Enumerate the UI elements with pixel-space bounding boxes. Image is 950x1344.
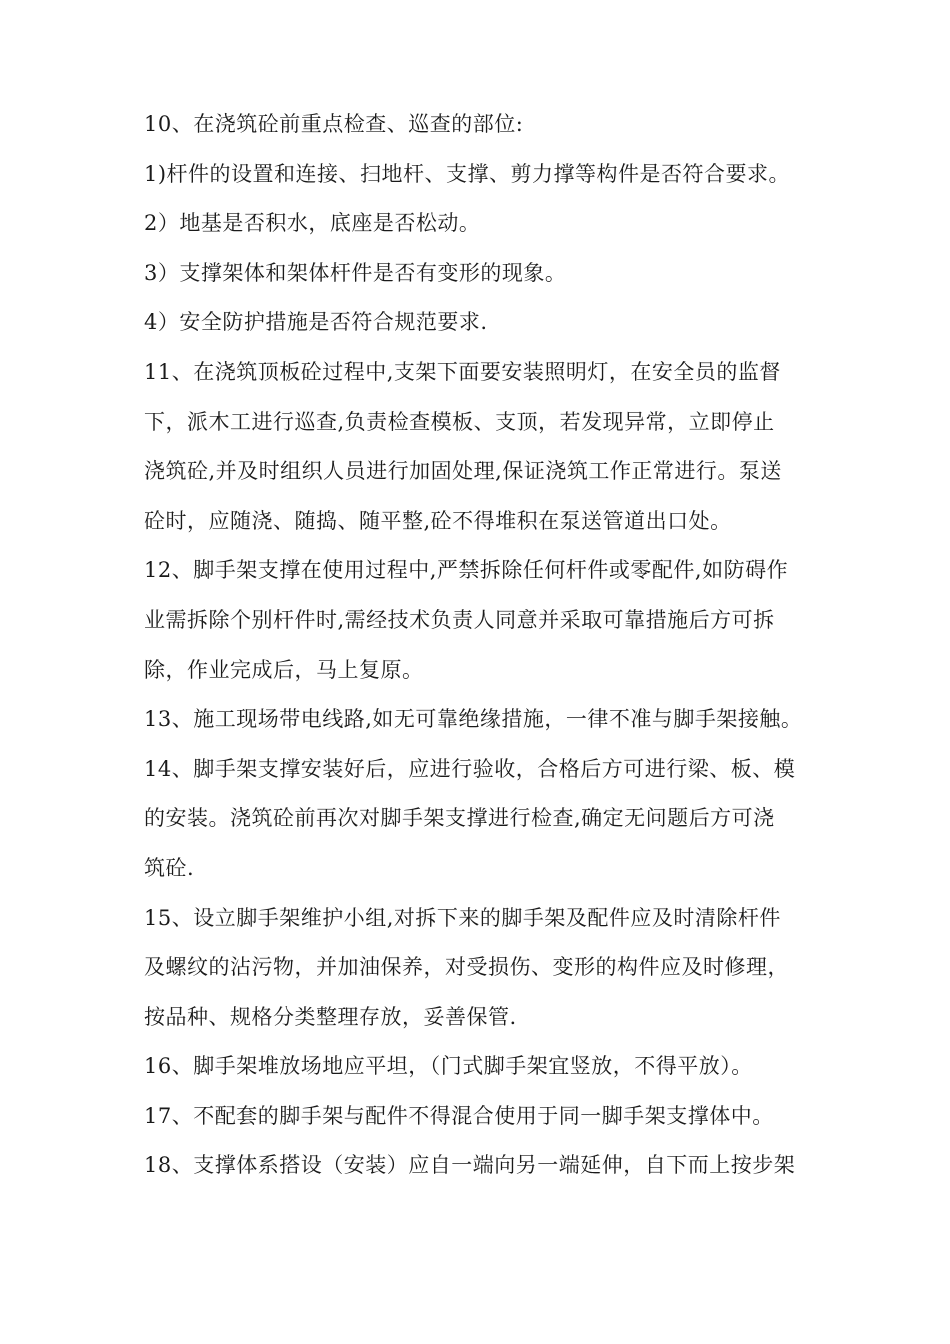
text-line: 筑砼. xyxy=(144,855,195,880)
text-line: 10、在浇筑砼前重点检查、巡查的部位: xyxy=(144,112,524,136)
text-line: 3）支撑架体和架体杆件是否有变形的现象。 xyxy=(144,260,567,285)
text-line: 18、支撑体系搭设（安装）应自一端向另一端延伸，自下而上按步架 xyxy=(144,1153,796,1178)
text-line: 11、在浇筑顶板砼过程中,支架下面要安装照明灯，在安全员的监督 xyxy=(144,359,781,384)
text-line: 砼时，应随浇、随捣、随平整,砼不得堆积在泵送管道出口处。 xyxy=(144,508,732,533)
text-line: 16、脚手架堆放场地应平坦，（门式脚手架宜竖放，不得平放）。 xyxy=(144,1054,753,1079)
text-line: 业需拆除个别杆件时,需经技术负责人同意并采取可靠措施后方可拆 xyxy=(144,607,775,632)
text-line: 的安装。浇筑砼前再次对脚手架支撑进行检查,确定无问题后方可浇 xyxy=(144,806,775,831)
text-line: 15、设立脚手架维护小组,对拆下来的脚手架及配件应及时清除杆件 xyxy=(144,905,781,930)
text-line: 浇筑砼,并及时组织人员进行加固处理,保证浇筑工作正常进行。泵送 xyxy=(144,459,782,484)
text-line: 除，作业完成后，马上复原。 xyxy=(144,657,424,682)
text-line: 2）地基是否积水，底座是否松动。 xyxy=(144,211,481,236)
document-body xyxy=(144,100,824,1191)
text-line: 13、施工现场带电线路,如无可靠绝缘措施，一律不准与脚手架接触。 xyxy=(144,707,803,732)
text-line: 下，派木工进行巡查,负责检查模板、支顶，若发现异常，立即停止 xyxy=(144,409,775,434)
text-line: 按品种、规格分类整理存放，妥善保管. xyxy=(144,1004,517,1029)
text-line: 12、脚手架支撑在使用过程中,严禁拆除任何杆件或零配件,如防碍作 xyxy=(144,558,789,583)
text-line: 17、不配套的脚手架与配件不得混合使用于同一脚手架支撑体中。 xyxy=(144,1103,774,1128)
text-line: 14、脚手架支撑安装好后，应进行验收，合格后方可进行梁、板、模 xyxy=(144,756,796,781)
text-line: 及螺纹的沾污物，并加油保养，对受损伤、变形的构件应及时修理， xyxy=(144,955,789,980)
text-line: 1)杆件的设置和连接、扫地杆、支撑、剪力撑等构件是否符合要求。 xyxy=(144,161,791,186)
text-line: 4）安全防护措施是否符合规范要求. xyxy=(144,310,488,335)
